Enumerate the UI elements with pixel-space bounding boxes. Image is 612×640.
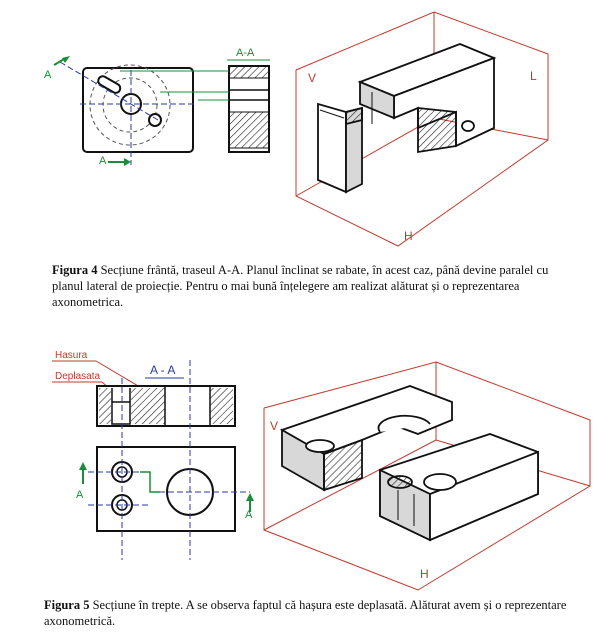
figure5-cut-marker-right [245,493,254,521]
figure5-axonometric-part [282,386,538,540]
figure4-axonometric-part [318,44,494,192]
figure4-caption-label: Figura 4 [52,263,98,277]
svg-text:Deplasata: Deplasata [55,371,101,382]
figure4-plane-l: L [530,69,537,83]
figure5-plane-v: V [270,419,279,433]
figure4-cut-marker-bottom [99,155,131,167]
figure4-cut-marker-top [44,56,70,81]
figure4-caption-text: Secțiune frântă, traseul A-A. Planul înclinat se rabate, în acest caz, până devine paralel cu planul lateral de proiecție. Pentru o mai bună înțelegere am realizat alăturat și o reprezentarea axonometrica. [52,263,549,309]
figure4-plane-v: V [308,71,317,85]
figure5-caption-text: Secțiune în trepte. A se observa faptul că hașura este deplasată. Alăturat avem și o reprezentare axonometrică. [44,598,567,628]
figure5-marker-left-label: A [76,489,84,501]
figure4-marker-top-label: A [44,69,52,81]
figure4-section-label: A-A [236,47,255,59]
svg-text:Hasura: Hasura [55,350,88,361]
figure5-plane-h: H [420,567,429,581]
figure5-section-label: A - A [150,363,176,377]
figure5-cut-marker-left [76,462,87,501]
figure4-caption [52,262,572,310]
figure4-front-view [60,62,196,165]
figure4-plane-h: H [404,229,413,243]
figure4-marker-bottom-label: A [99,155,107,167]
figure5-caption [44,597,604,629]
figure5-caption-label: Figura 5 [44,598,90,612]
figure5-marker-right-label: A [245,509,253,521]
figure5-section-view [97,386,235,426]
